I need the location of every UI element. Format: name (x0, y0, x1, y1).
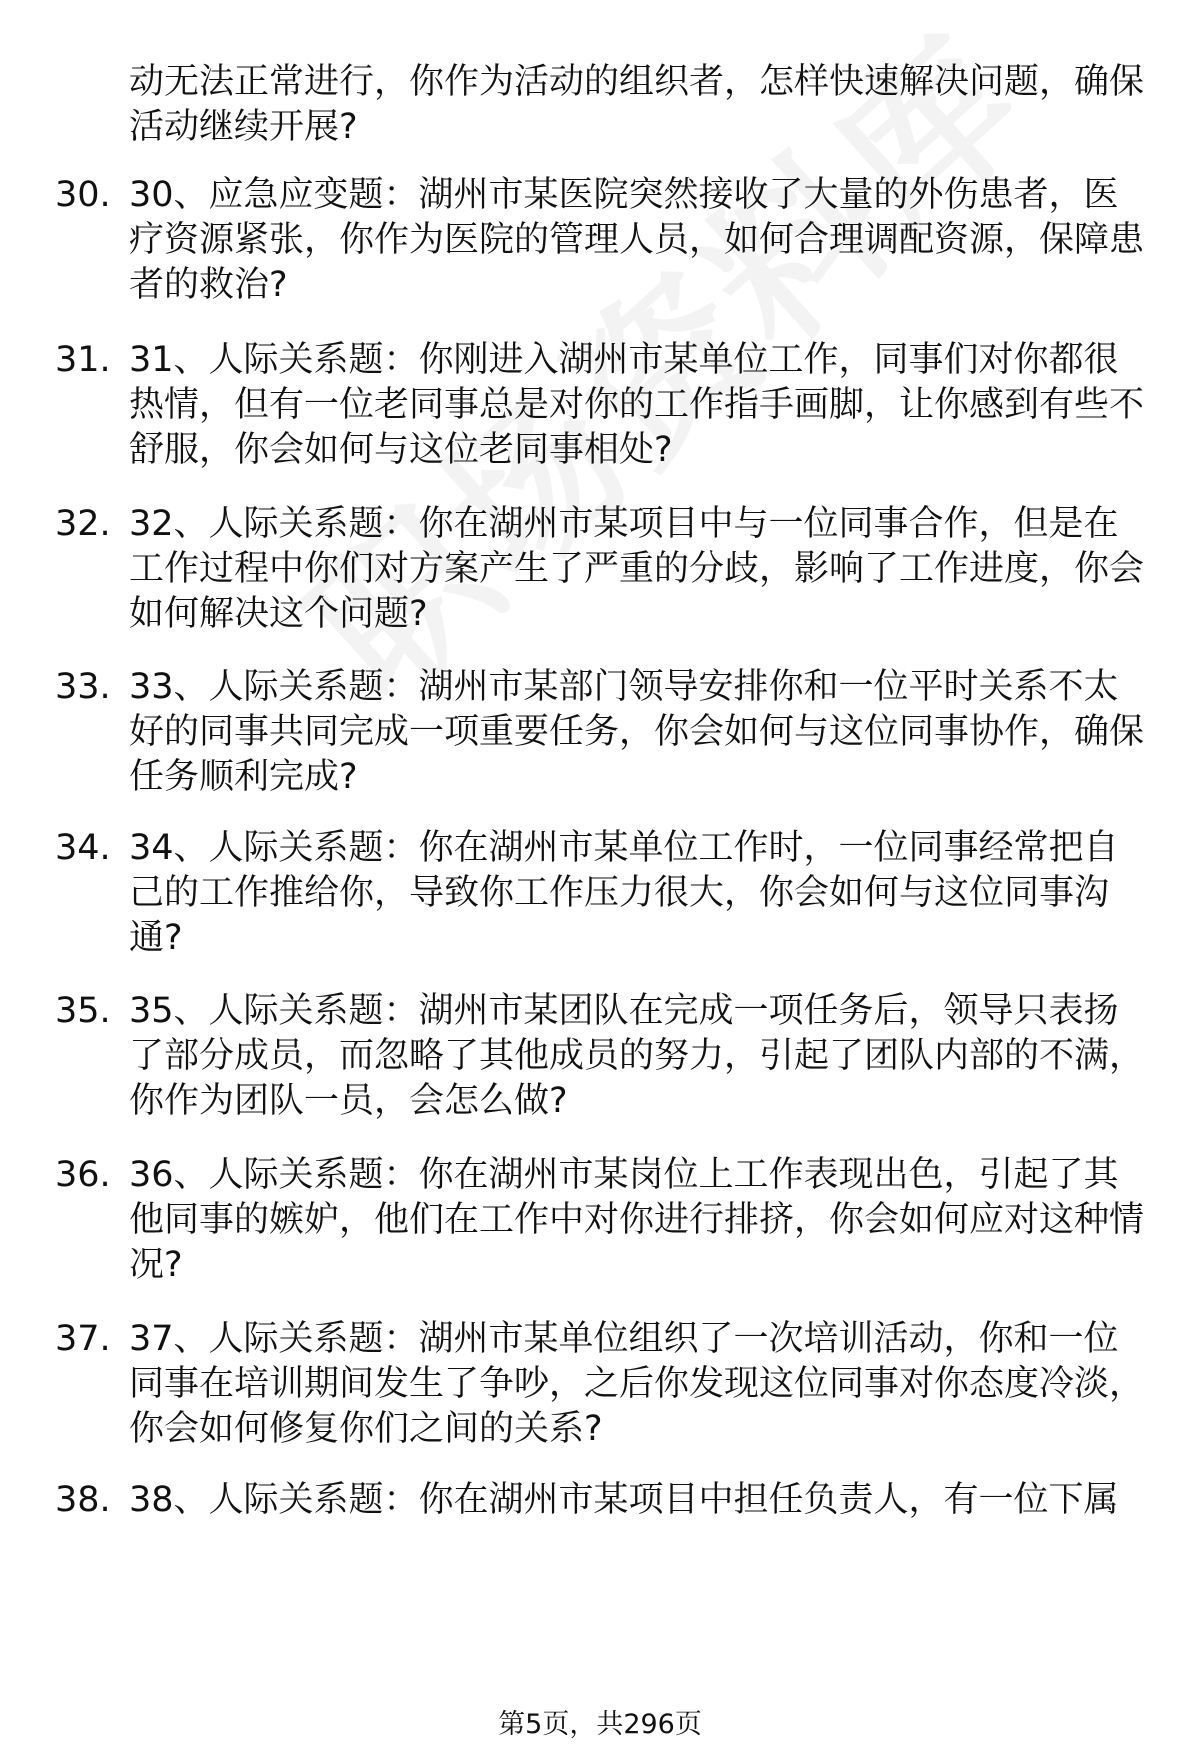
item-number: 32. (55, 504, 111, 544)
item-text: 31、人际关系题：你刚进入湖州市某单位工作，同事们对你都很热情，但有一位老同事总是对你的工作指手画脚，让你感到有些不舒服，你会如何与这位老同事相处? (129, 340, 1145, 470)
item-number: 36. (55, 1155, 111, 1195)
item-text: 35、人际关系题：湖州市某团队在完成一项任务后，领导只表扬了部分成员，而忽略了其他成员的努力，引起了团队内部的不满，你作为团队一员，会怎么做? (129, 991, 1145, 1121)
page-footer: 第5页，共296页 (498, 1709, 702, 1740)
continuation-paragraph: 动无法正常进行，你作为活动的组织者，怎样快速解决问题，确保活动继续开展? (129, 62, 1145, 147)
item-text: 34、人际关系题：你在湖州市某单位工作时，一位同事经常把自己的工作推给你，导致你工作压力很大，你会如何与这位同事沟通? (129, 828, 1119, 958)
item-number: 35. (55, 991, 111, 1031)
item-text: 33、人际关系题：湖州市某部门领导安排你和一位平时关系不太好的同事共同完成一项重要任务，你会如何与这位同事协作，确保任务顺利完成? (129, 667, 1145, 797)
item-text: 32、人际关系题：你在湖州市某项目中与一位同事合作，但是在工作过程中你们对方案产生了严重的分歧，影响了工作进度，你会如何解决这个问题? (129, 504, 1145, 634)
item-number: 31. (55, 340, 111, 380)
item-number: 34. (55, 828, 111, 868)
item-number: 37. (55, 1319, 111, 1359)
item-text: 30、应急应变题：湖州市某医院突然接收了大量的外伤患者，医疗资源紧张，你作为医院的管理人员，如何合理调配资源，保障患者的救治? (129, 175, 1145, 305)
item-text: 36、人际关系题：你在湖州市某岗位上工作表现出色，引起了其他同事的嫉妒，他们在工作中对你进行排挤，你会如何应对这种情况? (129, 1155, 1145, 1285)
item-text: 37、人际关系题：湖州市某单位组织了一次培训活动，你和一位同事在培训期间发生了争吵，之后你发现这位同事对你态度冷淡，你会如何修复你们之间的关系? (129, 1319, 1145, 1449)
item-text: 38、人际关系题：你在湖州市某项目中担任负责人，有一位下属 (129, 1480, 1119, 1520)
item-number: 30. (55, 175, 111, 215)
item-number: 38. (55, 1480, 111, 1520)
item-number: 33. (55, 667, 111, 707)
